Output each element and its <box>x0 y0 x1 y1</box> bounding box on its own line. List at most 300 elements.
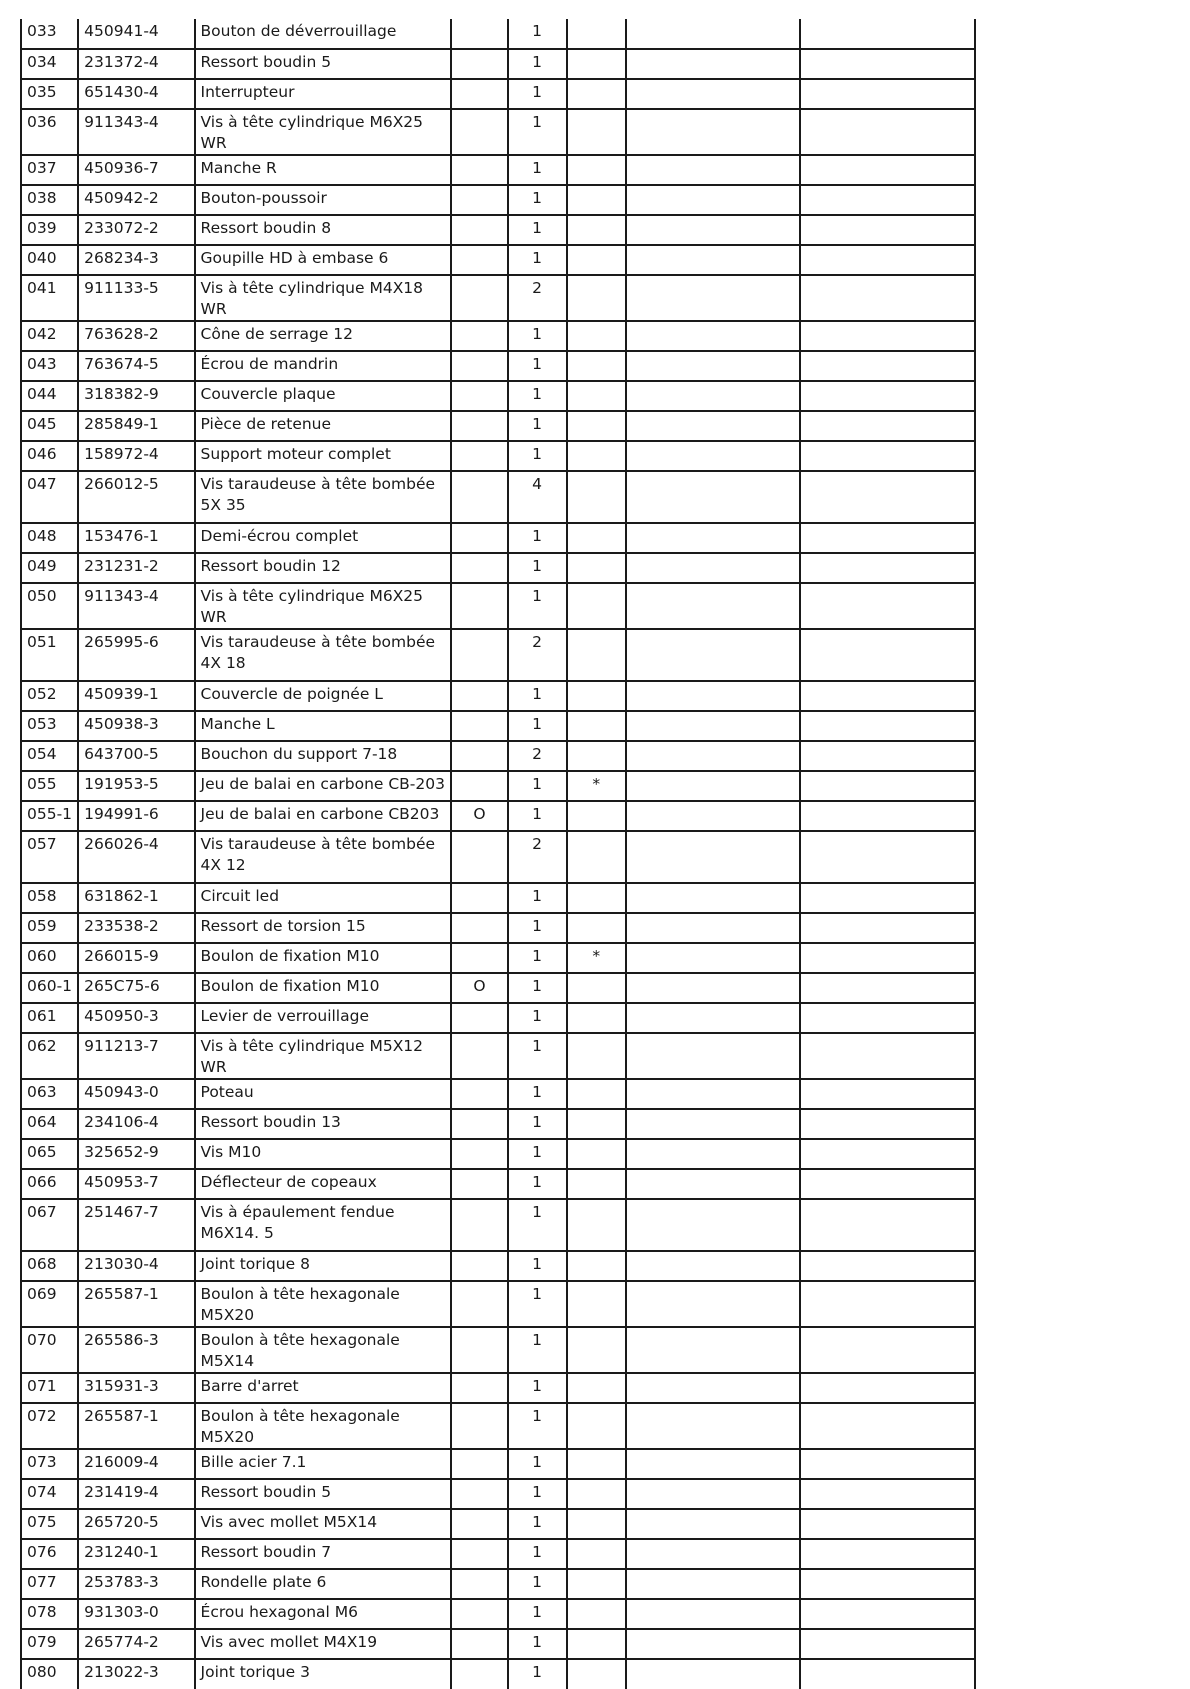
note-mark-cell: * <box>567 943 626 973</box>
note-mark-cell <box>567 913 626 943</box>
option-cell <box>451 1539 507 1569</box>
item-number-cell: 045 <box>21 411 78 441</box>
option-cell <box>451 351 507 381</box>
option-cell <box>451 1079 507 1109</box>
description-cell: Écrou hexagonal M6 <box>195 1599 452 1629</box>
note-mark-cell <box>567 1479 626 1509</box>
quantity-cell: 1 <box>508 523 567 553</box>
empty-cell <box>800 185 975 215</box>
empty-cell <box>626 913 801 943</box>
description-cell: Demi-écrou complet <box>195 523 452 553</box>
empty-cell <box>626 1373 801 1403</box>
part-code-cell: 911343-4 <box>78 583 194 629</box>
option-cell <box>451 1169 507 1199</box>
description-cell: Bille acier 7.1 <box>195 1449 452 1479</box>
empty-cell <box>800 831 975 883</box>
item-number-cell: 034 <box>21 49 78 79</box>
table-row <box>21 771 975 801</box>
option-cell <box>451 49 507 79</box>
table-row <box>21 801 975 831</box>
quantity-cell: 1 <box>508 1003 567 1033</box>
table-row <box>21 411 975 441</box>
description-cell: Vis à tête cylindrique M5X12 WR <box>195 1033 452 1079</box>
option-cell: O <box>451 973 507 1003</box>
part-code-cell: 191953-5 <box>78 771 194 801</box>
quantity-cell: 1 <box>508 943 567 973</box>
empty-cell <box>626 1659 801 1689</box>
empty-cell <box>626 831 801 883</box>
empty-cell <box>800 1479 975 1509</box>
option-cell <box>451 883 507 913</box>
item-number-cell: 035 <box>21 79 78 109</box>
empty-cell <box>626 681 801 711</box>
empty-cell <box>626 215 801 245</box>
part-code-cell: 911133-5 <box>78 275 194 321</box>
option-cell <box>451 1449 507 1479</box>
empty-cell <box>800 155 975 185</box>
empty-cell <box>800 1539 975 1569</box>
description-cell: Ressort boudin 13 <box>195 1109 452 1139</box>
part-code-cell: 631862-1 <box>78 883 194 913</box>
table-row <box>21 49 975 79</box>
empty-cell <box>800 883 975 913</box>
table-row <box>21 943 975 973</box>
part-code-cell: 315931-3 <box>78 1373 194 1403</box>
item-number-cell: 071 <box>21 1373 78 1403</box>
quantity-cell: 4 <box>508 471 567 523</box>
item-number-cell: 054 <box>21 741 78 771</box>
description-cell: Ressort boudin 12 <box>195 553 452 583</box>
part-code-cell: 450942-2 <box>78 185 194 215</box>
quantity-cell: 1 <box>508 1629 567 1659</box>
part-code-cell: 265720-5 <box>78 1509 194 1539</box>
quantity-cell: 1 <box>508 1033 567 1079</box>
empty-cell <box>626 711 801 741</box>
part-code-cell: 911213-7 <box>78 1033 194 1079</box>
note-mark-cell <box>567 1509 626 1539</box>
item-number-cell: 057 <box>21 831 78 883</box>
description-cell: Barre d'arret <box>195 1373 452 1403</box>
part-code-cell: 231231-2 <box>78 553 194 583</box>
quantity-cell: 1 <box>508 1079 567 1109</box>
empty-cell <box>626 1509 801 1539</box>
description-cell: Vis M10 <box>195 1139 452 1169</box>
option-cell <box>451 831 507 883</box>
empty-cell <box>626 523 801 553</box>
item-number-cell: 070 <box>21 1327 78 1373</box>
note-mark-cell <box>567 1569 626 1599</box>
description-cell: Support moteur complet <box>195 441 452 471</box>
part-code-cell: 763674-5 <box>78 351 194 381</box>
part-code-cell: 450936-7 <box>78 155 194 185</box>
description-cell: Ressort boudin 8 <box>195 215 452 245</box>
note-mark-cell <box>567 49 626 79</box>
note-mark-cell <box>567 1629 626 1659</box>
note-mark-cell <box>567 1251 626 1281</box>
quantity-cell: 1 <box>508 711 567 741</box>
empty-cell <box>800 215 975 245</box>
part-code-cell: 266012-5 <box>78 471 194 523</box>
part-code-cell: 213022-3 <box>78 1659 194 1689</box>
quantity-cell: 1 <box>508 883 567 913</box>
empty-cell <box>800 771 975 801</box>
part-code-cell: 265586-3 <box>78 1327 194 1373</box>
note-mark-cell <box>567 1403 626 1449</box>
empty-cell <box>800 913 975 943</box>
empty-cell <box>800 351 975 381</box>
item-number-cell: 062 <box>21 1033 78 1079</box>
description-cell: Boulon à tête hexagonale M5X20 <box>195 1281 452 1327</box>
table-row <box>21 215 975 245</box>
empty-cell <box>626 1403 801 1449</box>
note-mark-cell <box>567 831 626 883</box>
item-number-cell: 079 <box>21 1629 78 1659</box>
table-row <box>21 1629 975 1659</box>
empty-cell <box>800 1033 975 1079</box>
empty-cell <box>626 973 801 1003</box>
item-number-cell: 073 <box>21 1449 78 1479</box>
item-number-cell: 037 <box>21 155 78 185</box>
part-code-cell: 268234-3 <box>78 245 194 275</box>
table-row <box>21 583 975 629</box>
note-mark-cell <box>567 245 626 275</box>
option-cell <box>451 741 507 771</box>
item-number-cell: 060 <box>21 943 78 973</box>
note-mark-cell <box>567 681 626 711</box>
item-number-cell: 042 <box>21 321 78 351</box>
note-mark-cell <box>567 711 626 741</box>
table-row <box>21 1509 975 1539</box>
item-number-cell: 060-1 <box>21 973 78 1003</box>
empty-cell <box>626 1327 801 1373</box>
note-mark-cell <box>567 741 626 771</box>
part-code-cell: 266026-4 <box>78 831 194 883</box>
description-cell: Rondelle plate 6 <box>195 1569 452 1599</box>
empty-cell <box>626 155 801 185</box>
table-row <box>21 1109 975 1139</box>
quantity-cell: 1 <box>508 583 567 629</box>
empty-cell <box>800 1199 975 1251</box>
part-code-cell: 265C75-6 <box>78 973 194 1003</box>
table-row <box>21 471 975 523</box>
table-row <box>21 741 975 771</box>
empty-cell <box>626 1599 801 1629</box>
table-row <box>21 321 975 351</box>
empty-cell <box>626 1109 801 1139</box>
empty-cell <box>800 1373 975 1403</box>
option-cell <box>451 711 507 741</box>
option-cell <box>451 471 507 523</box>
empty-cell <box>800 1403 975 1449</box>
quantity-cell: 1 <box>508 1169 567 1199</box>
table-row <box>21 1251 975 1281</box>
note-mark-cell <box>567 1599 626 1629</box>
option-cell <box>451 1199 507 1251</box>
description-cell: Ressort de torsion 15 <box>195 913 452 943</box>
quantity-cell: 1 <box>508 913 567 943</box>
description-cell: Vis avec mollet M5X14 <box>195 1509 452 1539</box>
description-cell: Bouchon du support 7-18 <box>195 741 452 771</box>
option-cell <box>451 215 507 245</box>
note-mark-cell <box>567 629 626 681</box>
table-row <box>21 913 975 943</box>
item-number-cell: 080 <box>21 1659 78 1689</box>
empty-cell <box>800 49 975 79</box>
quantity-cell: 1 <box>508 351 567 381</box>
item-number-cell: 061 <box>21 1003 78 1033</box>
quantity-cell: 1 <box>508 321 567 351</box>
quantity-cell: 1 <box>508 1479 567 1509</box>
option-cell <box>451 1327 507 1373</box>
empty-cell <box>626 1569 801 1599</box>
empty-cell <box>626 1199 801 1251</box>
option-cell <box>451 79 507 109</box>
empty-cell <box>800 741 975 771</box>
part-code-cell: 450939-1 <box>78 681 194 711</box>
empty-cell <box>800 801 975 831</box>
empty-cell <box>626 411 801 441</box>
quantity-cell: 2 <box>508 629 567 681</box>
quantity-cell: 1 <box>508 1251 567 1281</box>
item-number-cell: 064 <box>21 1109 78 1139</box>
option-cell <box>451 411 507 441</box>
part-code-cell: 266015-9 <box>78 943 194 973</box>
quantity-cell: 1 <box>508 49 567 79</box>
description-cell: Vis à tête cylindrique M6X25 WR <box>195 109 452 155</box>
empty-cell <box>800 19 975 49</box>
option-cell <box>451 109 507 155</box>
empty-cell <box>800 471 975 523</box>
empty-cell <box>626 471 801 523</box>
item-number-cell: 055-1 <box>21 801 78 831</box>
option-cell <box>451 245 507 275</box>
empty-cell <box>800 1327 975 1373</box>
quantity-cell: 2 <box>508 741 567 771</box>
note-mark-cell <box>567 441 626 471</box>
option-cell <box>451 913 507 943</box>
part-code-cell: 643700-5 <box>78 741 194 771</box>
option-cell <box>451 1659 507 1689</box>
empty-cell <box>626 19 801 49</box>
option-cell <box>451 583 507 629</box>
quantity-cell: 1 <box>508 1659 567 1689</box>
table-row <box>21 245 975 275</box>
empty-cell <box>626 49 801 79</box>
table-row <box>21 1569 975 1599</box>
table-row <box>21 155 975 185</box>
note-mark-cell <box>567 1281 626 1327</box>
empty-cell <box>800 109 975 155</box>
quantity-cell: 1 <box>508 1569 567 1599</box>
description-cell: Joint torique 8 <box>195 1251 452 1281</box>
note-mark-cell <box>567 275 626 321</box>
empty-cell <box>626 1281 801 1327</box>
part-code-cell: 233072-2 <box>78 215 194 245</box>
description-cell: Ressort boudin 5 <box>195 49 452 79</box>
empty-cell <box>626 1169 801 1199</box>
note-mark-cell <box>567 1199 626 1251</box>
item-number-cell: 069 <box>21 1281 78 1327</box>
part-code-cell: 216009-4 <box>78 1449 194 1479</box>
table-row <box>21 1599 975 1629</box>
option-cell <box>451 681 507 711</box>
note-mark-cell <box>567 351 626 381</box>
description-cell: Joint torique 3 <box>195 1659 452 1689</box>
note-mark-cell <box>567 1539 626 1569</box>
note-mark-cell <box>567 185 626 215</box>
empty-cell <box>800 79 975 109</box>
option-cell <box>451 1139 507 1169</box>
option-cell <box>451 185 507 215</box>
part-code-cell: 450941-4 <box>78 19 194 49</box>
empty-cell <box>626 321 801 351</box>
description-cell: Vis taraudeuse à tête bombée 4X 18 <box>195 629 452 681</box>
quantity-cell: 1 <box>508 1139 567 1169</box>
description-cell: Poteau <box>195 1079 452 1109</box>
empty-cell <box>626 741 801 771</box>
description-cell: Levier de verrouillage <box>195 1003 452 1033</box>
item-number-cell: 075 <box>21 1509 78 1539</box>
item-number-cell: 044 <box>21 381 78 411</box>
item-number-cell: 053 <box>21 711 78 741</box>
part-code-cell: 231419-4 <box>78 1479 194 1509</box>
option-cell <box>451 155 507 185</box>
quantity-cell: 2 <box>508 275 567 321</box>
table-row <box>21 79 975 109</box>
empty-cell <box>800 583 975 629</box>
quantity-cell: 1 <box>508 973 567 1003</box>
part-code-cell: 265587-1 <box>78 1281 194 1327</box>
note-mark-cell <box>567 1169 626 1199</box>
description-cell: Boulon à tête hexagonale M5X20 <box>195 1403 452 1449</box>
part-code-cell: 233538-2 <box>78 913 194 943</box>
empty-cell <box>800 411 975 441</box>
empty-cell <box>626 1003 801 1033</box>
empty-cell <box>626 943 801 973</box>
quantity-cell: 1 <box>508 1327 567 1373</box>
description-cell: Circuit led <box>195 883 452 913</box>
item-number-cell: 043 <box>21 351 78 381</box>
empty-cell <box>626 629 801 681</box>
part-code-cell: 251467-7 <box>78 1199 194 1251</box>
item-number-cell: 068 <box>21 1251 78 1281</box>
item-number-cell: 078 <box>21 1599 78 1629</box>
option-cell <box>451 19 507 49</box>
part-code-cell: 158972-4 <box>78 441 194 471</box>
quantity-cell: 1 <box>508 381 567 411</box>
item-number-cell: 041 <box>21 275 78 321</box>
quantity-cell: 1 <box>508 553 567 583</box>
description-cell: Ressort boudin 7 <box>195 1539 452 1569</box>
part-code-cell: 213030-4 <box>78 1251 194 1281</box>
empty-cell <box>800 1281 975 1327</box>
description-cell: Interrupteur <box>195 79 452 109</box>
option-cell <box>451 1479 507 1509</box>
option-cell <box>451 321 507 351</box>
note-mark-cell <box>567 553 626 583</box>
item-number-cell: 074 <box>21 1479 78 1509</box>
part-code-cell: 234106-4 <box>78 1109 194 1139</box>
option-cell <box>451 1569 507 1599</box>
quantity-cell: 1 <box>508 109 567 155</box>
empty-cell <box>626 771 801 801</box>
table-row <box>21 629 975 681</box>
note-mark-cell <box>567 1373 626 1403</box>
empty-cell <box>626 79 801 109</box>
empty-cell <box>800 245 975 275</box>
description-cell: Boulon à tête hexagonale M5X14 <box>195 1327 452 1373</box>
empty-cell <box>626 883 801 913</box>
table-row <box>21 1539 975 1569</box>
note-mark-cell <box>567 1139 626 1169</box>
option-cell <box>451 1403 507 1449</box>
table-row <box>21 381 975 411</box>
item-number-cell: 072 <box>21 1403 78 1449</box>
option-cell <box>451 523 507 553</box>
table-row <box>21 1403 975 1449</box>
empty-cell <box>800 711 975 741</box>
option-cell <box>451 1251 507 1281</box>
part-code-cell: 911343-4 <box>78 109 194 155</box>
item-number-cell: 055 <box>21 771 78 801</box>
empty-cell <box>800 275 975 321</box>
table-row <box>21 681 975 711</box>
note-mark-cell <box>567 215 626 245</box>
option-cell <box>451 771 507 801</box>
option-cell <box>451 1003 507 1033</box>
option-cell <box>451 381 507 411</box>
item-number-cell: 063 <box>21 1079 78 1109</box>
note-mark-cell <box>567 1109 626 1139</box>
note-mark-cell <box>567 79 626 109</box>
note-mark-cell <box>567 583 626 629</box>
quantity-cell: 1 <box>508 79 567 109</box>
description-cell: Vis à tête cylindrique M6X25 WR <box>195 583 452 629</box>
quantity-cell: 1 <box>508 1449 567 1479</box>
description-cell: Vis taraudeuse à tête bombée 4X 12 <box>195 831 452 883</box>
part-code-cell: 450953-7 <box>78 1169 194 1199</box>
note-mark-cell: * <box>567 771 626 801</box>
empty-cell <box>800 523 975 553</box>
description-cell: Bouton-poussoir <box>195 185 452 215</box>
item-number-cell: 039 <box>21 215 78 245</box>
quantity-cell: 1 <box>508 681 567 711</box>
empty-cell <box>626 1629 801 1659</box>
description-cell: Vis à épaulement fendue M6X14. 5 <box>195 1199 452 1251</box>
note-mark-cell <box>567 1659 626 1689</box>
part-code-cell: 763628-2 <box>78 321 194 351</box>
option-cell <box>451 943 507 973</box>
empty-cell <box>626 1539 801 1569</box>
description-cell: Jeu de balai en carbone CB203 <box>195 801 452 831</box>
empty-cell <box>800 629 975 681</box>
option-cell <box>451 275 507 321</box>
empty-cell <box>800 1599 975 1629</box>
empty-cell <box>800 1449 975 1479</box>
empty-cell <box>800 381 975 411</box>
parts-table <box>20 19 976 1689</box>
item-number-cell: 036 <box>21 109 78 155</box>
note-mark-cell <box>567 1327 626 1373</box>
empty-cell <box>800 441 975 471</box>
table-row <box>21 1003 975 1033</box>
empty-cell <box>800 1509 975 1539</box>
description-cell: Couvercle plaque <box>195 381 452 411</box>
item-number-cell: 076 <box>21 1539 78 1569</box>
description-cell: Vis avec mollet M4X19 <box>195 1629 452 1659</box>
quantity-cell: 1 <box>508 245 567 275</box>
option-cell <box>451 1109 507 1139</box>
